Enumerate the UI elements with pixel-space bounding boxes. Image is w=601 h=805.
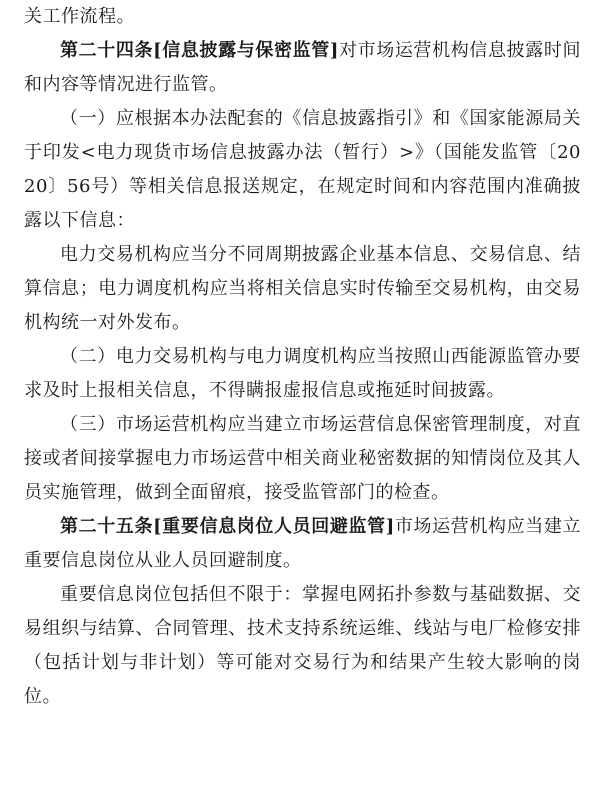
clause-1-detail xyxy=(24,238,581,340)
clause-2-text: （二）电力交易机构与电力调度机构应当按照山西能源监管办要求及时上报相关信息，不得瞒报虚报信息或拖延时间披露。 xyxy=(24,346,581,401)
clause-3-text: （三）市场运营机构应当建立市场运营信息保密管理制度，对直接或者间接掌握电力市场运营中相关商业秘密数据的知情岗位及其人员实施管理，做到全面留痕，接受监管部门的检查。 xyxy=(24,414,581,503)
article-25-detail xyxy=(24,578,581,714)
article-25-detail-text: 重要信息岗位包括但不限于：掌握电网拓扑参数与基础数据、交易组织与结算、合同管理、技术支持系统运维、线站与电厂检修安排（包括计划与非计划）等可能对交易行为和结果产生较大影响的岗位。 xyxy=(24,584,581,707)
article-24-heading: 第二十四条[信息披露与保密监管] xyxy=(60,40,339,61)
clause-1-detail-text: 电力交易机构应当分不同周期披露企业基本信息、交易信息、结算信息；电力调度机构应当将相关信息实时传输至交易机构，由交易机构统一对外发布。 xyxy=(24,244,581,333)
article-25 xyxy=(24,510,581,578)
text-run: 关工作流程。 xyxy=(24,6,135,27)
clause-3 xyxy=(24,408,581,510)
article-25-heading: 第二十五条[重要信息岗位人员回避监管] xyxy=(60,516,395,537)
clause-1-text: （一）应根据本办法配套的《信息披露指引》和《国家能源局关于印发<电力现货市场信息披露办法（暂行）>》（国能发监管〔2020〕56号）等相关信息报送规定，在规定时间和内容范围内准确披露以下信息： xyxy=(24,108,581,231)
paragraph-continuation xyxy=(24,0,581,34)
clause-2 xyxy=(24,340,581,408)
article-24-body: 对市场运营机构信息披露时间和内容等情况进行监管。 xyxy=(24,40,581,95)
clause-1 xyxy=(24,102,581,238)
article-25-body: 市场运营机构应当建立重要信息岗位从业人员回避制度。 xyxy=(24,516,581,571)
article-24 xyxy=(24,34,581,102)
